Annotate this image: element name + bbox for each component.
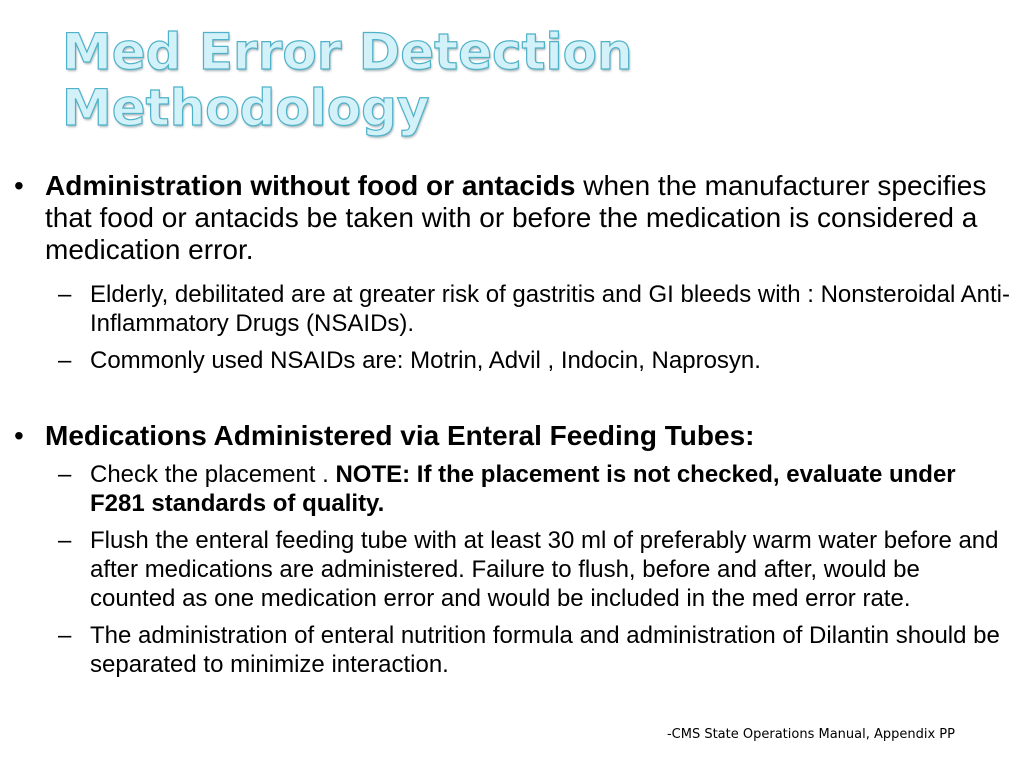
dash-marker: – (58, 281, 72, 308)
slide-body (0, 170, 1024, 679)
sub-bullet-elderly-risk (0, 280, 1024, 338)
bullet-marker: • (14, 420, 24, 451)
bullet-text: when the manufacturer specifies that food or antacids be taken with or before the medication is considered a medication error. (45, 170, 987, 265)
sub-bullet-note: NOTE: If the placement is not checked, evaluate under F281 standards of quality. (90, 461, 956, 517)
sub-bullet-flush-tube (0, 526, 1024, 613)
sub-bullet-text: Flush the enteral feeding tube with at least 30 ml of preferably warm water before and after medications are administered. Failure to flush, before and after, would be counted as one medication error and would be included in the med error rate. (90, 527, 999, 612)
sub-bullet-text: The administration of enteral nutrition formula and administration of Dilantin should be separated to minimize interaction. (90, 622, 1000, 678)
bullet-heading: Medications Administered via Enteral Feeding Tubes: (45, 420, 755, 451)
slide-title-line-1: Med Error Detection (62, 23, 633, 81)
dash-marker: – (58, 461, 72, 488)
dash-marker: – (58, 527, 72, 554)
slide-title (62, 24, 962, 136)
sub-bullet-text: Elderly, debilitated are at greater risk of gastritis and GI bleeds with : Nonsteroidal Anti-Inflammatory Drugs (NSAIDs). (90, 281, 1011, 337)
bullet-enteral-tubes (0, 420, 1024, 452)
sub-bullet-text: Check the placement . (90, 461, 336, 488)
sub-bullet-common-nsaids (0, 346, 1024, 375)
dash-marker: – (58, 347, 72, 374)
sub-bullet-text: Commonly used NSAIDs are: Motrin, Advil , Indocin, Naprosyn. (90, 347, 761, 374)
sub-bullet-dilantin (0, 621, 1024, 679)
slide-title-line-2: Methodology (62, 79, 430, 137)
sub-bullet-check-placement (0, 460, 1024, 518)
source-citation: -CMS State Operations Manual, Appendix PP (666, 727, 955, 742)
bullet-marker: • (14, 170, 24, 201)
bullet-food-antacids (0, 170, 1024, 266)
bullet-heading: Administration without food or antacids (45, 170, 576, 201)
dash-marker: – (58, 622, 72, 649)
